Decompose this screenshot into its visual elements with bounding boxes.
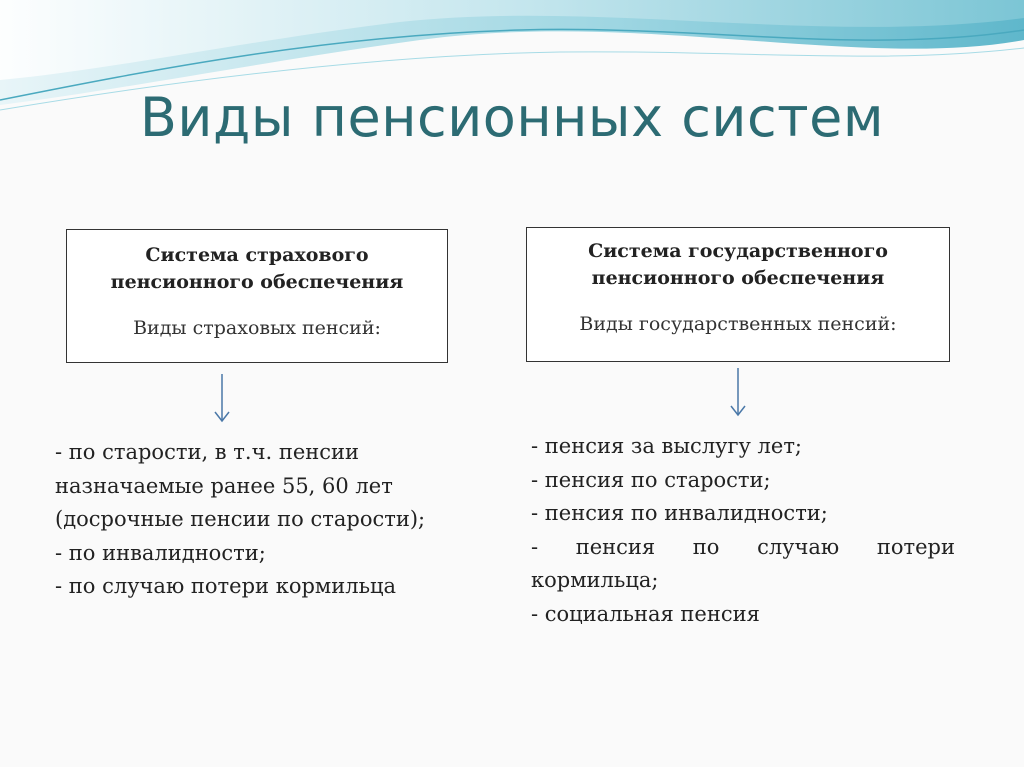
list-item: - пенсия по инвалидности; [531, 501, 828, 525]
word: - [531, 534, 539, 559]
list-item-justified [531, 531, 955, 565]
word: потери [876, 534, 955, 559]
state-system-heading-line-1: Система государственного [588, 240, 888, 262]
state-system-box [526, 227, 950, 362]
list-item: - социальная пенсия [531, 601, 760, 626]
insurance-system-heading-line-1: Система страхового [145, 244, 369, 266]
list-item: - пенсия по старости; [531, 467, 771, 492]
insurance-pension-list [55, 436, 475, 604]
state-pension-list [531, 430, 955, 631]
word: случаю [757, 534, 840, 559]
list-item: - по инвалидности; [55, 540, 266, 565]
list-item: - по случаю потери кормильца [55, 574, 397, 598]
insurance-pension-types-label: Виды страховых пенсий: [133, 317, 381, 339]
insurance-system-box [66, 229, 448, 363]
state-system-heading-line-2: пенсионного обеспечения [591, 267, 885, 289]
list-item: - пенсия за выслугу лет; [531, 434, 803, 458]
list-item: - по старости, в т.ч. пенсии [55, 440, 359, 464]
down-arrow-icon [728, 366, 748, 418]
page-title: Виды пенсионных систем [139, 86, 885, 149]
list-item: кормильца; [531, 568, 659, 592]
down-arrow-icon [212, 372, 232, 424]
list-item: назначаемые ранее 55, 60 лет [55, 473, 393, 498]
list-item: (досрочные пенсии по старости); [55, 507, 426, 531]
insurance-system-heading-line-2: пенсионного обеспечения [110, 271, 404, 293]
word: по [692, 534, 720, 559]
word: пенсия [575, 534, 656, 559]
state-pension-types-label: Виды государственных пенсий: [579, 313, 897, 335]
